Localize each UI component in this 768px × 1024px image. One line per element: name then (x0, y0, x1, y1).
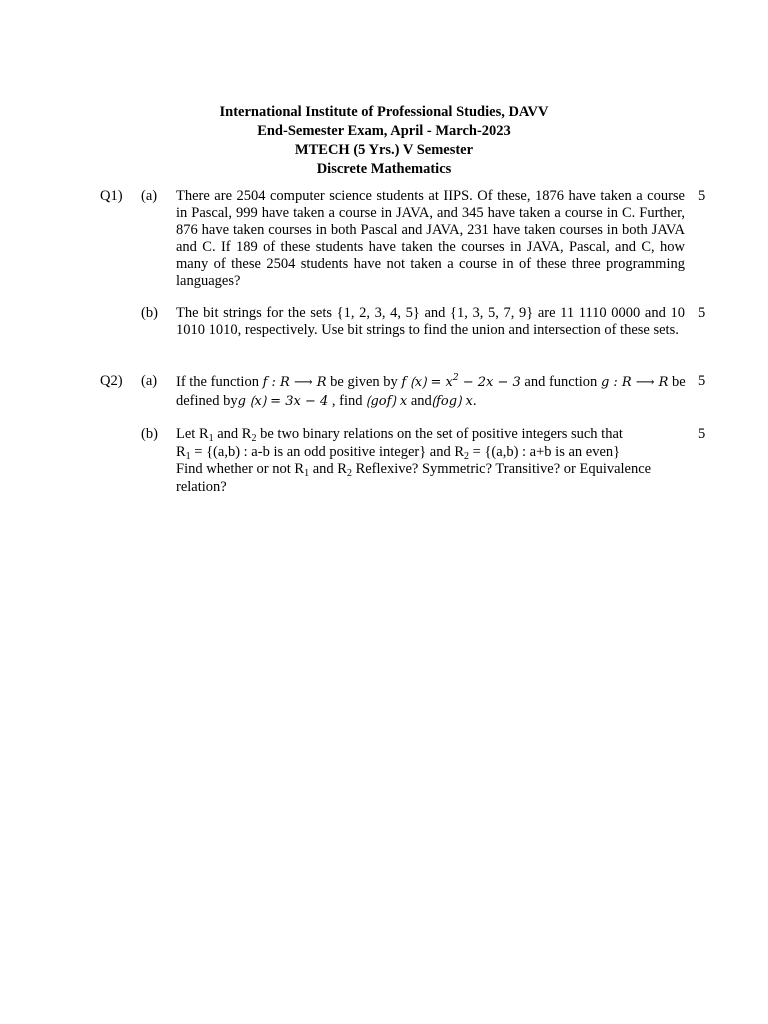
question-number: Q1) (100, 188, 123, 204)
math-gof: ⟮gof⟯ x (366, 394, 408, 409)
math-g-map: g : R ⟶ R (600, 375, 669, 390)
part-label: (b) (141, 426, 158, 442)
part-label: (a) (141, 373, 158, 389)
question-text: There are 2504 computer science students at IIPS. Of these, 1876 have taken a course in Pascal, 999 have taken a course in JAVA, and 345 have taken a course in C. Further, 876 have taken courses in both Pascal and JAVA, 231 have taken courses in both JAVA and C. If 189 of these students have taken the courses in JAVA, Pascal, and C, how many of these 2504 students have not taken a course in of these three programming languages? (176, 188, 685, 289)
question-line: If the function f : R ⟶ R be given by f ⟮x⟯ = $x^2 - 2x - 3$ and function g : R ⟶ R be (176, 373, 686, 390)
marks: 5 (698, 373, 706, 389)
subject-name: Discrete Mathematics (316, 161, 452, 177)
question-line: Find whether or not $R_1$ and $R_2$ Reflexive? Symmetric? Transitive? or Equivalence (176, 461, 652, 479)
question-number: Q2) (100, 373, 123, 389)
math-g-def: g ⟮x⟯ = 3x − 4 (237, 394, 329, 409)
part-label: (a) (141, 188, 158, 204)
marks: 5 (698, 305, 706, 321)
math-f-def: f ⟮x⟯ = $x^2 - 2x - 3$ (401, 373, 521, 390)
question-line: Let $R_1$ and $R_2$ be two binary relations on the set of positive integers such that (176, 426, 623, 444)
institute-name: International Institute of Professional Studies, DAVV (219, 104, 549, 120)
question-text (176, 426, 685, 496)
question-text (176, 373, 685, 411)
question-line: relation? (176, 478, 227, 495)
math-f-map: f : R ⟶ R (262, 375, 327, 390)
exam-title: End-Semester Exam, April - March-2023 (257, 123, 511, 139)
question-text: The bit strings for the sets {1, 2, 3, 4, 5} and {1, 3, 5, 7, 9} are 11 1110 0000 and 10 1010 1010, respectively. Use bit strings to find the union and intersection of these sets. (176, 305, 685, 338)
marks: 5 (698, 426, 706, 442)
part-label: (b) (141, 305, 158, 321)
question-line: defined byg ⟮x⟯ = 3x − 4 , find ⟮gof⟯ x and⟮fog⟯ x. (176, 393, 477, 409)
course-name: MTECH (5 Yrs.) V Semester (294, 142, 474, 158)
exam-header (0, 103, 768, 179)
question-line: $R_1 = \{(a,b)$ : a-b is an odd positive integer} and $R_2 = \{(a,b)$ : a+b is an even} (176, 443, 621, 462)
math-fog: ⟮fog⟯ x (431, 394, 473, 409)
marks: 5 (698, 188, 706, 204)
